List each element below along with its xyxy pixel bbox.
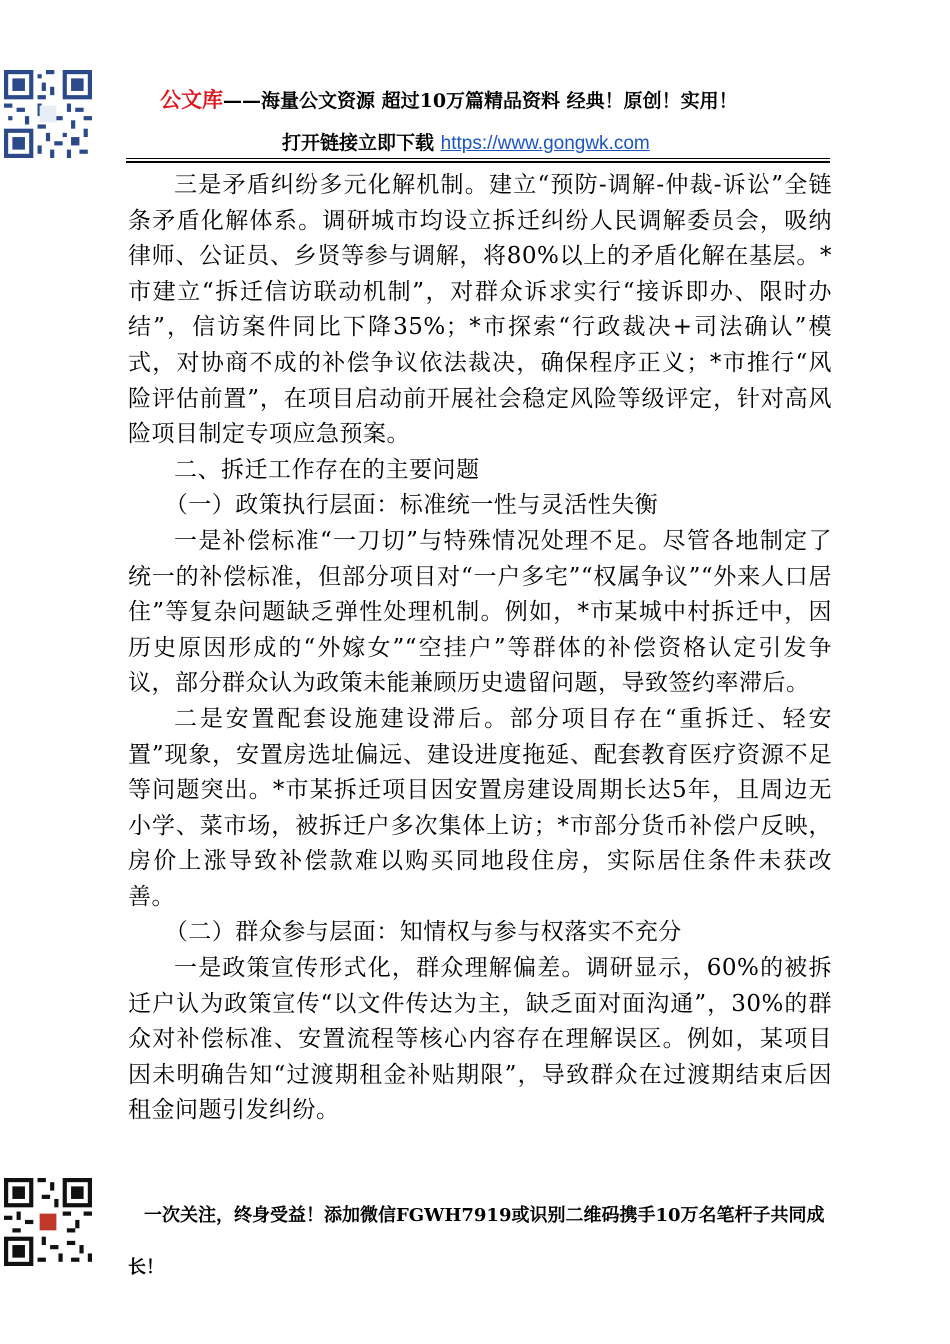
paragraph-policy-publicity: 一是政策宣传形式化，群众理解偏差。调研显示，60%的被拆迁户认为政策宣传“以文件传达为主，缺乏面对面沟通”，30%的群众对补偿标准、安置流程等核心内容存在理解误区。例如，某项目因未明确告知“过渡期租金补贴期限”，导致群众在过渡期结束后因租金问题引发纠纷。 — [128, 955, 832, 1124]
brand-name: 公文库 — [160, 87, 223, 112]
download-prefix: 打开链接立即下载 — [282, 132, 435, 154]
qr-code-top[interactable] — [4, 70, 92, 158]
section-heading-problems: 二、拆迁工作存在的主要问题 — [174, 456, 480, 483]
subsection-heading-policy: （一）政策执行层面：标准统一性与灵活性失衡 — [164, 492, 659, 519]
header-divider-thick — [126, 161, 830, 163]
promo-tagline: ——海量公文资源 超过10万篇精品资料 经典！原创！实用！ — [223, 90, 738, 112]
download-line — [282, 128, 650, 155]
qr-code-icon — [4, 1178, 92, 1266]
paragraph-resettlement-facilities: 二是安置配套设施建设滞后。部分项目存在“重拆迁、轻安置”现象，安置房选址偏远、建设进度拖延、配套教育医疗资源不足等问题突出。*市某拆迁项目因安置房建设周期长达5年，且周边无小学、菜市场，被拆迁户多次集体上访；*市部分货币补偿户反映，房价上涨导致补偿款难以购买同地段住房，实际居住条件未获改善。 — [128, 705, 832, 910]
subsection-heading-participation: （二）群众参与层面：知情权与参与权落实不充分 — [164, 919, 682, 946]
document-body — [128, 168, 832, 1129]
download-link[interactable]: https://www.gongwk.com — [440, 133, 650, 154]
footer-promo: 一次关注，终身受益！添加微信FGWH7919或识别二维码携手10万名笔杆子共同成长！ — [128, 1205, 825, 1278]
qr-code-bottom[interactable] — [4, 1178, 92, 1266]
paragraph-compensation-standard: 一是补偿标准“一刀切”与特殊情况处理不足。尽管各地制定了统一的补偿标准，但部分项目对“一户多宅”“权属争议”“外来人口居住”等复杂问题缺乏弹性处理机制。例如，*市某城中村拆迁中，因历史原因形成的“外嫁女”“空挂户”等群体的补偿资格认定引发争议，部分群众认为政策未能兼顾历史遗留问题，导致签约率滞后。 — [128, 527, 832, 697]
paragraph-dispute-resolution: 三是矛盾纠纷多元化解机制。建立“预防-调解-仲裁-诉讼”全链条矛盾化解体系。调研城市均设立拆迁纠纷人民调解委员会，吸纳律师、公证员、乡贤等参与调解，将80%以上的矛盾化解在基层。*市建立“拆迁信访联动机制”，对群众诉求实行“接诉即办、限时办结”，信访案件同比下降35%；*市探索“行政裁决+司法确认”模式，对协商不成的补偿争议依法裁决，确保程序正义；*市推行“风险评估前置”，在项目启动前开展社会稳定风险等级评定，针对高风险项目制定专项应急预案。 — [128, 172, 832, 448]
header-divider — [126, 158, 830, 159]
qr-code-icon — [4, 70, 92, 158]
promo-header — [160, 84, 860, 114]
